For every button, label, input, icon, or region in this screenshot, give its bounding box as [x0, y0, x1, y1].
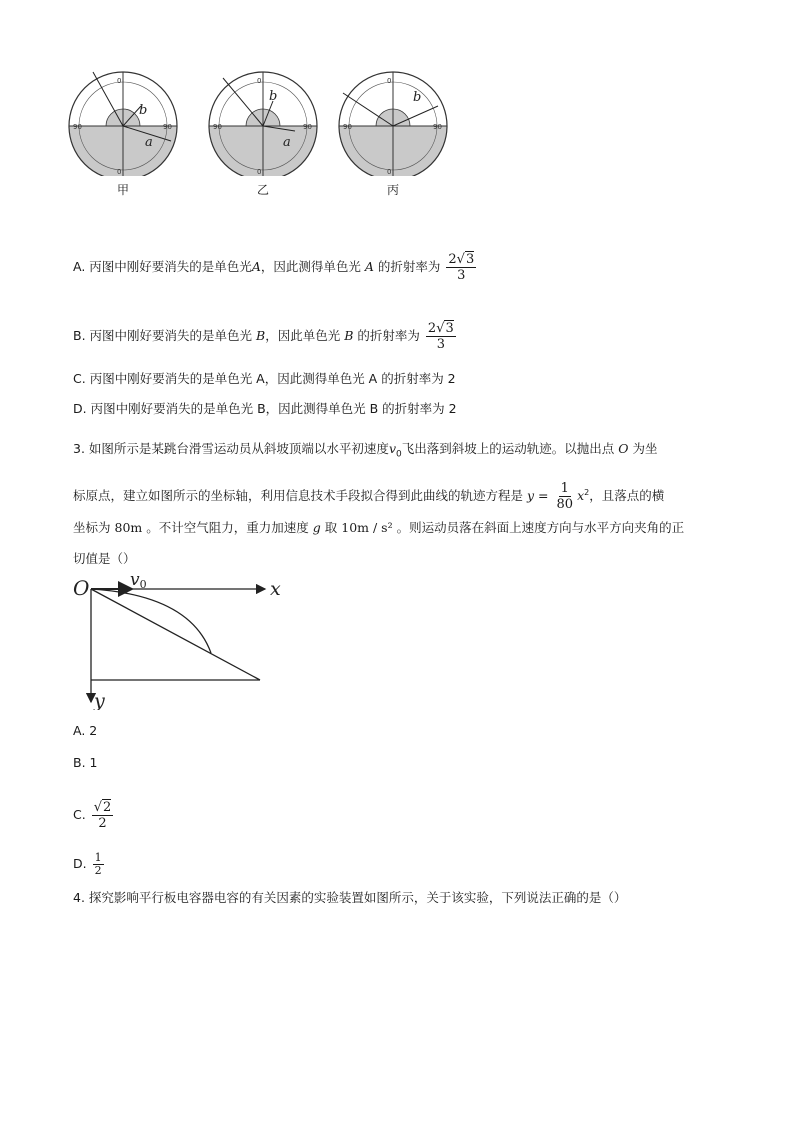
fraction-2sqrt3-over-3: $\frac{2√3}{3}$: [427, 321, 454, 352]
svg-text:90: 90: [163, 123, 172, 131]
svg-text:90: 90: [343, 123, 352, 131]
svg-text:b: b: [413, 90, 422, 105]
svg-text:90: 90: [213, 123, 222, 131]
svg-text:90: 90: [73, 123, 82, 131]
origin-label: O: [73, 576, 90, 600]
q3-stem: 3. 如图所示是某跳台滑雪运动员从斜坡顶端以水平初速度$v_0$飞出落到斜坡上的运动轨迹。以抛出点 O 为坐 标原点，建立如图所示的坐标轴，利用信息技术手段拟合得到此曲线的轨迹方程是 y = $\frac{1}{80}$ $x^2$，且落点的横 坐标为 80m 。不计空气阻力，重力加速度 g 取 10m / s² 。则运动员落在斜面上速度方向与水平方向夹角的正 切值是（）: [73, 441, 685, 566]
svg-text:b: b: [269, 89, 278, 104]
caption-bing: 丙: [386, 183, 399, 197]
svg-text:90: 90: [433, 123, 442, 131]
q3-option-a: A. 2: [73, 723, 98, 738]
svg-text:0: 0: [387, 77, 392, 85]
q2-option-d: D. 丙图中刚好要消失的是单色光 B，因此测得单色光 B 的折射率为 2: [73, 401, 457, 416]
svg-text:a: a: [283, 135, 291, 150]
caption-yi: 乙: [256, 183, 269, 197]
svg-text:b: b: [139, 103, 148, 118]
q3-option-c: C. $\frac{√2}{2}$: [73, 800, 112, 831]
svg-text:a: a: [145, 135, 153, 150]
svg-text:90: 90: [303, 123, 312, 131]
svg-text:0: 0: [117, 77, 122, 85]
fraction-1-over-2: $\frac{1}{2}$: [94, 851, 102, 877]
q2-option-c: C. 丙图中刚好要消失的是单色光 A，因此测得单色光 A 的折射率为 2: [73, 371, 456, 386]
dial-figures: [60, 66, 460, 176]
trajectory-figure: [70, 570, 290, 710]
svg-text:0: 0: [257, 77, 262, 85]
slope-line: [91, 589, 260, 680]
q3-option-b: B. 1: [73, 755, 98, 770]
svg-text:0: 0: [387, 168, 392, 176]
caption-jia: 甲: [116, 183, 129, 197]
v0-label: v0: [130, 570, 147, 591]
dial-yi: [209, 72, 317, 176]
q3-option-d: D. $\frac{1}{2}$: [73, 851, 102, 877]
q4-stem: 4. 探究影响平行板电容器电容的有关因素的实验装置如图所示，关于该实验，下列说法正确的是（）: [73, 890, 627, 905]
fraction-sqrt2-over-2: $\frac{√2}{2}$: [93, 800, 112, 831]
q2-option-b: B. 丙图中刚好要消失的是单色光 B，因此单色光 B 的折射率为 $\frac{2√3}{3}$: [73, 321, 454, 352]
fraction-1-over-80: $\frac{1}{80}$: [556, 480, 574, 512]
dial-jia: [69, 72, 177, 176]
fraction-2sqrt3-over-3: $\frac{2√3}{3}$: [448, 252, 475, 283]
svg-text:0: 0: [257, 168, 262, 176]
y-axis-label: y: [94, 690, 105, 710]
x-axis-label: x: [270, 578, 281, 600]
svg-text:0: 0: [117, 168, 122, 176]
q2-option-a: A. 丙图中刚好要消失的是单色光A，因此测得单色光 A 的折射率为 $\frac{2√3}{3}$: [73, 252, 475, 283]
dial-bing: [339, 72, 447, 176]
